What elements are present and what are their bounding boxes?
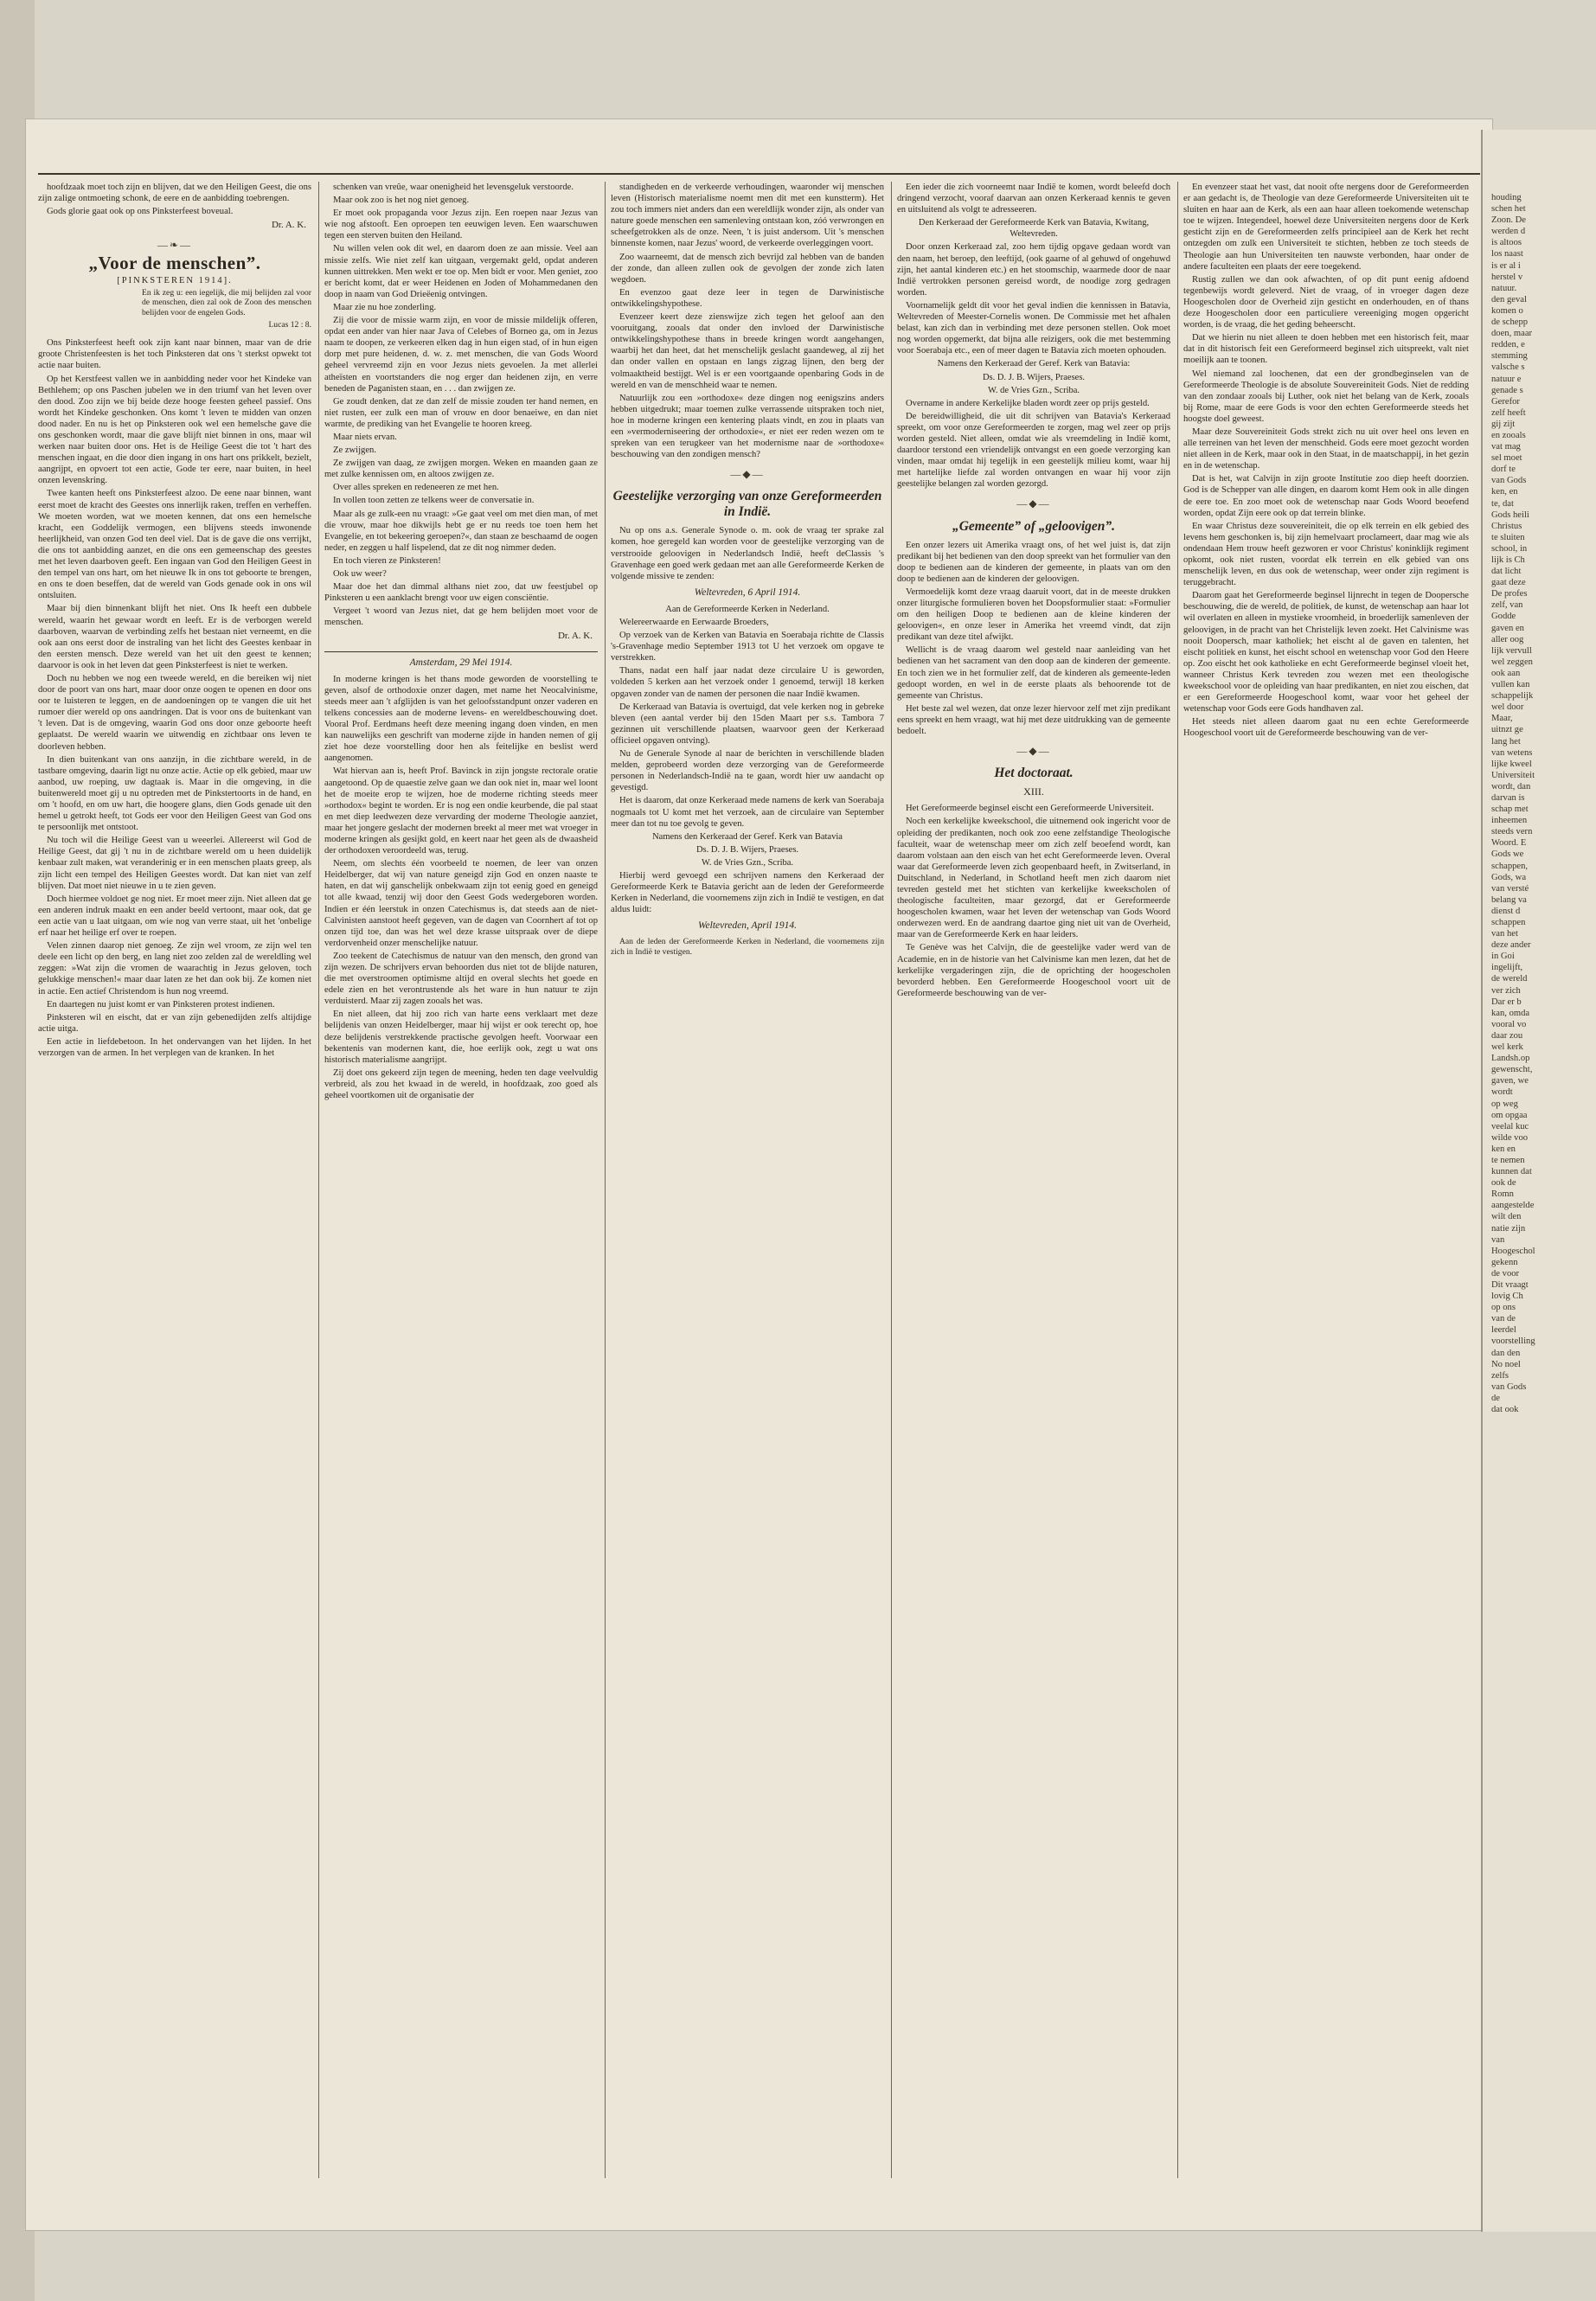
body-paragraph: Evenzeer keert deze zienswijze zich tegen het geloof aan den vooruitgang, zooals dat onder den invloed der Darwinistische ontwikkelingshypothese thans in breede kringen wordt aangehangen, waarbij het dan heet, dat het menschelijk geslacht gaandeweg, al zij het dan onder vallen en opstaan en langs zigzag lijnen, den berg der volmaaktheid bestijgt. Wel is er een voortgaande openbaring Gods in de wereld en van de menschheid waar te nemen. bbox=[611, 312, 884, 390]
body-paragraph: Wat hiervan aan is, heeft Prof. Bavinck in zijn jongste rectorale oratie aangetoond. Op de quaestie zelve gaan we dan ook niet in, maar wel loont het de moeite erop te wijzen, hoe de moderne richting steeds meer »orthodox« begint te worden. Er is nog een ondie keurbende, die pal staat en met diep leedwezen deze vervarding der moderne Theologie aanziet, maar het jongere geslacht der modernen breekt al meer met wat vroeger in moderne kringen als gesijkt gold, en keert naar het geen als de dwaasheid der orthodoxen veroordeeld was, terug. bbox=[324, 766, 598, 856]
body-paragraph: Het steeds niet alleen daarom gaat nu een echte Gereformeerde Hoogeschool voort uit de Gereformeerde beschouwing van de ver- bbox=[1183, 717, 1469, 739]
body-paragraph: Maar ook zoo is het nog niet genoeg. bbox=[333, 195, 470, 206]
column-4 bbox=[897, 182, 1170, 2178]
address-line: Aan de leden der Gereformeerde Kerken in Nederland, die voornemens zijn zich in Indië te vestigen. bbox=[611, 937, 884, 958]
adjacent-page-line: om opgaa bbox=[1491, 1110, 1528, 1120]
body-paragraph: Doch hiermee voldoet ge nog niet. Er moet meer zijn. Niet alleen dat ge een anderen indruk maakt en een ander beeld vertoont, maar ook, dat ge een actie van u laat uitgaan, om wie nog van verre staat, uit het 'onbelige erf naar het heilige erf over te roepen. bbox=[38, 894, 311, 939]
adjacent-page-line: wel kerk bbox=[1491, 1042, 1523, 1053]
adjacent-page-line: ken en bbox=[1491, 1144, 1516, 1154]
adjacent-page-line: deze ander bbox=[1491, 940, 1531, 951]
body-paragraph: Vermoedelijk komt deze vraag daaruit voort, dat in de meeste drukken onzer liturgische formulieren boven het Doopsformulier staat: »Formulier om den heiligen Doop te bedienen aan de kleine kinderen der geloovigen«, en onze leser in Amerika het vreemd vindt, dat zijn predikant van deze titel afwijkt. bbox=[897, 586, 1170, 643]
signature-line: W. de Vries Gzn., Scriba. bbox=[701, 857, 794, 868]
body-paragraph: Maar doe het dan dimmal althans niet zoo, dat uw feestjubel op Pinksteren u een aanklacht brengt voor uw eigen consciëntie. bbox=[324, 582, 598, 604]
body-paragraph: Er moet ook propaganda voor Jezus zijn. Een roepen naar Jezus van wie nog afstooft. Een oproepen ten eeuwigen leven. Een waarschuwen tegen een sterven buiten den Heiland. bbox=[324, 208, 598, 241]
adjacent-page-line: voorstelling bbox=[1491, 1336, 1535, 1347]
adjacent-page-line: wel door bbox=[1491, 702, 1524, 713]
body-paragraph: Maar deze Souvereiniteit Gods strekt zich nu uit over heel ons leven en alle terreinen van het leven der menschheid. Gods eere moet gezocht worden niet alleen in de Kerk, maar ook in den Staat, in de maatschappij, in het gezin en in de wetenschap. bbox=[1183, 426, 1469, 471]
address-line: Den Kerkeraad der Gereformeerde Kerk van Batavia, Kwitang, Weltevreden. bbox=[918, 218, 1150, 240]
column-5 bbox=[1183, 182, 1469, 2178]
section-numeral: XIII. bbox=[1023, 785, 1044, 798]
adjacent-page-line: No noel bbox=[1491, 1359, 1521, 1369]
body-paragraph: Rustig zullen we dan ook afwachten, of op dit punt eenig afdoend tegenbewijs wordt geleverd. Niet de vraag, of in vroeger dagen deze Hoogescholen door de Overheid zijn gesticht en onderhouden, en of thans deze Hoogescholen door een particuliere vereeniging mogen opgericht worden, is de vraag, die het geding beheerscht. bbox=[1183, 274, 1469, 330]
body-paragraph: Dat is het, wat Calvijn in zijn groote Institutie zoo diep heeft doorzien. God is de Schepper van alle dingen, en daarom komt Hem ook in alle dingen de eere toe. En zoo moet ook de wetenschap naar Gods Woord beoefend worden, opdat Zijn eere ook op dat terrein blinke. bbox=[1183, 474, 1469, 518]
adjacent-page-line: te sluiten bbox=[1491, 532, 1525, 542]
adjacent-page-line: zelf heeft bbox=[1491, 407, 1526, 418]
adjacent-page-line: den geval bbox=[1491, 294, 1527, 304]
adjacent-page-line: Hoogeschol bbox=[1491, 1246, 1535, 1256]
dateline: Weltevreden, 6 April 1914. bbox=[694, 586, 801, 598]
adjacent-page-line: aangestelde bbox=[1491, 1201, 1535, 1211]
adjacent-page-line: van Gods bbox=[1491, 476, 1527, 486]
signature-line: Ds. D. J. B. Wijers, Praeses. bbox=[982, 372, 1086, 382]
body-paragraph: Maar als ge zulk-een nu vraagt: »Ge gaat veel om met dien man, of met die vrouw, maar hoe dikwijls hebt ge er nu reeds toe toen hem het Evangelie, en tot bekeering geroepen?«, dan staan ze beschaamd de oogen neder, en zeggen u half lispelend, dat ze dit nog nimmer deden. bbox=[324, 509, 598, 553]
adjacent-page-line: Godde bbox=[1491, 612, 1516, 622]
adjacent-page-fragment bbox=[1481, 130, 1596, 2232]
adjacent-page-line: los naast bbox=[1491, 249, 1523, 260]
adjacent-page-line: kunnen dat bbox=[1491, 1167, 1532, 1177]
body-paragraph: Hierbij werd gevoegd een schrijven namens den Kerkeraad der Gereformeerde Kerk te Batavia gericht aan de leden der Gereformeerde Kerken in Nederland, die voornemens zijn zich in Indië te vestigen, en dat aldus luidt: bbox=[611, 870, 884, 915]
body-paragraph: En daartegen nu juist komt er van Pinksteren protest indienen. bbox=[47, 999, 275, 1009]
adjacent-page-line: Landsh.op bbox=[1491, 1054, 1530, 1064]
body-paragraph: De Kerkeraad van Batavia is overtuigd, dat vele kerken nog in gebreke bleven (een aantal verder bij den 15den Maart per s.s. Tambora 7 gezinnen uit verschillende plaatsen, waarvoor geen der Kerkeraad officieel opgaven ontving). bbox=[611, 702, 884, 746]
body-paragraph: Pinksteren wil en eischt, dat er van zijn gebenedijden zelfs altijdige actie uitga. bbox=[38, 1012, 311, 1034]
body-paragraph: Vergeet 't woord van Jezus niet, dat ge hem belijden moet voor de menschen. bbox=[324, 606, 598, 628]
adjacent-page-line: gaat deze bbox=[1491, 578, 1526, 588]
body-paragraph: Zij doet ons gekeerd zijn tegen de meening, heden ten dage veelvuldig verbreid, als zou het kwaad in de wereld, in hoofdzaak, zoo goed als geheel voortkomen uit de organisatie der bbox=[324, 1067, 598, 1101]
body-paragraph: Nu willen velen ook dit wel, en daarom doen ze aan missie. Veel aan missie zelfs. Wie niet zelf kan uitgaan, vergemakt geld, opdat anderen kunnen uittrekken. Men wekt er toe op. Men bidt er voor. Men geniet, zoo er bericht komt, dat er weer Heidenen en Joden of Mohammedanen den doop in naam van God Drieëenig ontvingen. bbox=[324, 244, 598, 299]
adjacent-page-line: stemming bbox=[1491, 351, 1528, 362]
body-paragraph: Zoo waarneemt, dat de mensch zich bevrijd zal hebben van de banden der zonde, dan alleen zullen ook de gevolgen der zonde zich laten wegdoen. bbox=[611, 252, 884, 285]
article-title: „Voor de menschen”. bbox=[88, 253, 261, 274]
body-paragraph: Ze zwijgen. bbox=[333, 445, 377, 456]
adjacent-page-line: doen, maar bbox=[1491, 329, 1533, 339]
body-paragraph: Over alles spreken en redeneeren ze met hen. bbox=[333, 483, 499, 493]
body-paragraph: In moderne kringen is het thans mode geworden de voorstelling te geven, alsof de orthodoxie onzer dagen, met name het Neocalvinisme, steeds meer aan 't afglijden is van het geloofsstandpunt onzer vaderen en telkens concessies aan de moderne levens- en wereldbeschouwing doet. Vooral Prof. Eerdmans heeft deze meening ingang doen vinden, en men kan nauwelijks een geschrift van moderne zijde in handen nemen of gij ziet hoe deze voorstelling door hen als feitelijke en beslist werd aangenomen. bbox=[324, 674, 598, 764]
header-rule bbox=[38, 173, 1480, 175]
adjacent-page-line: Gods we bbox=[1491, 849, 1524, 860]
adjacent-page-line: Maar, bbox=[1491, 714, 1513, 724]
body-paragraph: Een onzer lezers uit Amerika vraagt ons, of het wel juist is, dat zijn predikant bij het bedienen van den doop spreekt van het formulier van den doop te bedienen aan de kinderen der gemeente, in plaats van om den doop te bedienen aan de kinderen der geloovigen. bbox=[897, 540, 1170, 584]
adjacent-page-line: kan, omda bbox=[1491, 1008, 1530, 1018]
ornament-divider: —◆— bbox=[1016, 745, 1051, 758]
adjacent-page-line: school, in bbox=[1491, 543, 1528, 554]
body-paragraph: Maar bij dien binnenkant blijft het niet. Ons Ik heeft een dubbele wereld, waarin het gewaar wordt en leeft. Er is de verborgen wereld daarboven, waarvan de verbinding zelfs het bestaan niet verneemt, en die ook aan ons eerst door de instraling van het licht des Geestes kenbaar in den eersten mensch. Deze wereld van het uit den geest te kennen; daarvoor is ook in het leven dat geen Pinksterfeest is niet te werken. bbox=[38, 604, 311, 670]
section-heading: Het doctoraat. bbox=[994, 766, 1074, 781]
adjacent-page-line: valsche s bbox=[1491, 362, 1525, 373]
adjacent-page-line: daar zou bbox=[1491, 1030, 1523, 1041]
column-separator bbox=[891, 182, 892, 2178]
body-paragraph: Te Genève was het Calvijn, die de geestelijke vader werd van de Academie, en in de historie van het Calvinisme kan men lezen, dat het de kerkelijke vergaderingen zijn, die de oprichting der hoogescholen bevorderd hebben. Een Gereformeerde Hoogeschool voort uit de Gereformeerde beschouwing van de ver- bbox=[897, 943, 1170, 998]
column-separator bbox=[605, 182, 606, 2178]
body-paragraph: Voornamelijk geldt dit voor het geval indien die kennissen in Batavia, Weltevreden of Meester-Cornelis wonen. De Commissie met het afhalen belast, kan zich dan in verbinding met deze personen stellen. Ook moet nog worden opgemerkt, dat bijna alle reizigers, ook die met bestemming voor Soerabaja etc., een of meer dagen te Batavia zich moeten ophouden. bbox=[897, 300, 1170, 356]
adjacent-page-line: uitnzt ge bbox=[1491, 725, 1523, 735]
body-paragraph: Wellicht is de vraag daarom wel gesteld naar aanleiding van het bedienen van het sacrament van den doop aan de kinderen der gemeente. En toch zien we in het formulier zelf, dat de kinderen als gemeente-leden gedoopt worden, en wel in de eerste plaats als behoorende tot de gemeente van Christus. bbox=[897, 645, 1170, 701]
body-paragraph: En waar Christus deze souvereiniteit, die op elk terrein en elk gebied des levens hem geschonken is, bij zijn hemelvaart proclameert, daar mag wie als ondendaan Hem trouw heeft gezworen er voor Christus' koninklijk regiment opkomt, ook niet rusten, voordat elk terrein en elk gebied van ons menschelijk leven, en dus ook de wetenschap, weer onder zijn regiment is teruggebracht. bbox=[1183, 521, 1469, 588]
dateline: Weltevreden, April 1914. bbox=[698, 920, 797, 932]
body-paragraph: Nu op ons a.s. Generale Synode o. m. ook de vraag ter sprake zal komen, hoe geregeld kan worden voor de geestelijke verzorging van de verstrooide geloovigen in Nederlandsch Indië, heeft deClassis 's Gravenhage een goed werk gedaan met aan alle Gereformeerde Kerken de volgende missive te zenden: bbox=[611, 526, 884, 581]
adjacent-page-line: genade s bbox=[1491, 385, 1523, 395]
adjacent-page-line: vooral vo bbox=[1491, 1019, 1527, 1029]
adjacent-page-line: van bbox=[1491, 1234, 1505, 1245]
adjacent-page-line: van versté bbox=[1491, 883, 1529, 894]
body-paragraph: Welereerwaarde en Eerwaarde Broeders, bbox=[619, 618, 769, 627]
body-paragraph: Ge zoudt denken, dat ze dan zelf de missie zouden ter hand nemen, en niet rusten, eer zulk een man of vrouw en door benaeiwe, en dan niet warmte, de prediking van het Evangelie te hooren kreeg. bbox=[324, 396, 598, 429]
section-heading: Geestelijke verzorging van onze Gereformeerden in Indië. bbox=[612, 489, 882, 520]
body-paragraph: En toch vieren ze Pinksteren! bbox=[333, 555, 441, 566]
adjacent-page-line: dan den bbox=[1491, 1348, 1521, 1358]
adjacent-page-line: dat licht bbox=[1491, 567, 1522, 577]
adjacent-page-line: gaven en bbox=[1491, 623, 1524, 633]
body-paragraph: Het Gereformeerde beginsel eischt een Gereformeerde Universiteit. bbox=[906, 804, 1154, 814]
adjacent-page-line: natuur. bbox=[1491, 283, 1517, 293]
body-paragraph: Het is daarom, dat onze Kerkeraad mede namens de kerk van Soerabaja nogmaals tot U komt met het verzoek, aan de circulaire van September meer dan tot nu toe gevolg te geven. bbox=[611, 796, 884, 829]
adjacent-page-line: darvan is bbox=[1491, 792, 1525, 803]
adjacent-page-line: schappen, bbox=[1491, 861, 1529, 871]
body-paragraph: Ook uw weer? bbox=[333, 569, 387, 579]
adjacent-page-column bbox=[1491, 192, 1595, 2180]
adjacent-page-line: steeds vern bbox=[1491, 827, 1533, 837]
adjacent-page-line: leerdel bbox=[1491, 1325, 1516, 1336]
section-rule bbox=[324, 651, 598, 652]
adjacent-page-line: vullen kan bbox=[1491, 680, 1530, 690]
adjacent-page-line: de voor bbox=[1491, 1268, 1520, 1279]
adjacent-page-line: werden d bbox=[1491, 227, 1526, 237]
body-paragraph: Noch een kerkelijke kweekschool, die uitnemend ook ingericht voor de opleiding der predikanten, noch ook zoo eene zelfstandige Theologische faculteit, waar de wetenschap meer om zich zelf beoefend wordt, kan daarom volstaan aan den eisch van het echt Gereformeerde leven. Overal waar dat Gereformeerde leven zich geopenbaard heeft, in Zwitserland, in Duitschland, in Nederland, in Schotland heeft men zich daarom niet tevreden gesteld met het stichten van kerkelijke kweekscholen of theologische faculteiten, maar gezorgd, dat er Gereformeerde hoogescholen kwamen, waar het leven der wetenschap van Gods Woord onderwezen werd. En de aandrang daartoe ging niet uit van de Overheid, maar van de Gereformeerde Kerk en haar leiders. bbox=[897, 817, 1170, 940]
body-paragraph: En evenzoo gaat deze leer in tegen de Darwinistische ontwikkelingshypothese. bbox=[611, 287, 884, 309]
adjacent-page-line: van de bbox=[1491, 1314, 1516, 1324]
adjacent-page-line: sel moet bbox=[1491, 453, 1522, 464]
body-paragraph: Nu toch wil die Heilige Geest van u weeerlei. Allereerst wil God de Heilige Geest, dat gij 't nu in de zichtbare wereld om u heen duidelijk kenbaar zult maken, wat veranderinig er in een menschen plaats greep, als zijn licht een tempel des Heiligen Geestes wordt. Dat kan niet van zelf blijven. Dat moet niet nieuwe in u te zien geven. bbox=[38, 836, 311, 891]
column-3 bbox=[611, 182, 884, 2178]
body-paragraph: Door onzen Kerkeraad zal, zoo hem tijdig opgave gedaan wordt van den naam, het beroep, den leeftijd, (ook gaarne of al gehuwd of ongehuwd zijn, het aantal kinderen etc.) en het stoomschip, waarmede door de naar Indië vertrokken personen gereisd wordt, de noodige zorg gedragen worden. bbox=[897, 242, 1170, 298]
body-paragraph: Overname in andere Kerkelijke bladen wordt zeer op prijs gesteld. bbox=[906, 398, 1150, 408]
body-paragraph: Het beste zal wel wezen, dat onze lezer hiervoor zelf met zijn predikant eens spreekt en hem vraagt, wat hij met deze uitdrukking van de gemeente bedoelt. bbox=[897, 703, 1170, 737]
signature-line: Namens den Kerkeraad der Geref. Kerk van Batavia bbox=[652, 831, 843, 842]
intro-paragraph: Gods glorie gaat ook op ons Pinksterfeest boveual. bbox=[47, 207, 234, 217]
adjacent-page-line: Dit vraagt bbox=[1491, 1280, 1529, 1290]
adjacent-page-line: in Goi bbox=[1491, 952, 1515, 962]
newspaper-page bbox=[26, 119, 1492, 2230]
column-1 bbox=[38, 182, 311, 2178]
adjacent-page-line: Dar er b bbox=[1491, 997, 1522, 1007]
body-paragraph: Een ieder die zich voorneemt naar Indië te komen, wordt beleefd doch dringend verzocht, vooraf daarvan aan onzen Kerkeraad kennis te geven en uitsluitend als volgt te adresseeren. bbox=[897, 183, 1170, 215]
adjacent-page-line: De profes bbox=[1491, 589, 1528, 599]
signature-line: Ds. D. J. B. Wijers, Praeses. bbox=[695, 844, 799, 855]
adjacent-page-line: en zooals bbox=[1491, 430, 1526, 440]
adjacent-page-line: de bbox=[1491, 1393, 1500, 1403]
body-paragraph: Ons Pinksterfeest heeft ook zijn kant naar binnen, maar van de drie groote Christenfeesten is het toch Pinksteren dat ons 't sterkst opwekt tot actie naar buiten. bbox=[38, 338, 311, 371]
adjacent-page-line: schappen bbox=[1491, 918, 1526, 927]
adjacent-page-line: schappelijk bbox=[1491, 691, 1534, 702]
adjacent-page-line: houding bbox=[1491, 193, 1522, 202]
adjacent-page-line: zelfs bbox=[1491, 1370, 1509, 1381]
body-paragraph: Neem, om slechts één voorbeeld te noemen, de leer van onzen Heidelberger, dat wij van nature geneigd zijn God en onzen naaste te haten, en dat wij ganschelijk onbekwaam zijn tot eenig goed en geneigd tot alle kwaad, tenzij wij door den Geest Gods wedergeboren worden. Indien er één leerstuk in onzen Catechismus is, dat steeds aan de niet-Calvinisten aanstoot heeft gegeven, van de dagen van Coornhert af tot op onzen tijd toe, dan was het wel deze krasse uitspraak over de diepe verdorvenheid onzer menschelijke natuur. bbox=[324, 859, 598, 948]
ornament-divider: —◆— bbox=[730, 468, 765, 481]
adjacent-page-line: herstel v bbox=[1491, 272, 1523, 282]
adjacent-page-line: de wereld bbox=[1491, 974, 1528, 984]
body-paragraph: De bereidwilligheid, die uit dit schrijven van Batavia's Kerkeraad spreekt, om voor onze Gereformeerden te zorgen, mag wel zeer op prijs worden gesteld. Niet alleen, omdat wie als vreemdeling in Indië komt, daardoor terstond een vriendelijk ontvangst en een goede verzorging kan vinden, maar omdat hij tegelijk in een geestelijk milieu komt, waar hij met hartelijke liefde zal worden ontvangen en waar hij voor zijn geestelijke belangen zal worden gezorgd. bbox=[897, 411, 1170, 490]
body-paragraph: Maar niets ervan. bbox=[333, 432, 397, 442]
column-separator bbox=[1177, 182, 1178, 2178]
adjacent-page-line: op ons bbox=[1491, 1303, 1516, 1313]
body-paragraph: Velen zinnen daarop niet genoeg. Ze zijn wel vroom, ze zijn wel ten deele een licht op den berg, en lang niet zoo zelden zal de wereldling wel zeggen: »Wat zijn die vromen de waarachtig in Jezus geloven, toch gelukkige menschen!« maar daar laten ze het dan ook bij. Ze komen niet in actie. Een actief Christendom is hun nog vreemd. bbox=[38, 941, 311, 997]
epigraph: En ik zeg u: een iegelijk, die mij belijden zal voor de menschen, dien zal ook de Zoon des menschen belijden voor de engelen Gods. bbox=[142, 287, 311, 317]
article-subtitle: [PINKSTEREN 1914]. bbox=[117, 275, 233, 285]
adjacent-page-line: dienst d bbox=[1491, 906, 1521, 916]
adjacent-page-line: ingelijft, bbox=[1491, 963, 1523, 973]
adjacent-page-line: natuur e bbox=[1491, 374, 1522, 384]
adjacent-page-line: Gods, wa bbox=[1491, 872, 1527, 882]
adjacent-page-line: komen o bbox=[1491, 305, 1523, 316]
adjacent-page-line: te, dat bbox=[1491, 498, 1514, 509]
adjacent-page-line: wordt bbox=[1491, 1087, 1513, 1098]
adjacent-page-line: zelf, van bbox=[1491, 600, 1523, 611]
adjacent-page-line: gekenn bbox=[1491, 1257, 1518, 1267]
adjacent-page-line: gaven, we bbox=[1491, 1076, 1529, 1086]
body-paragraph: In vollen toon zetten ze telkens weer de conversatie in. bbox=[333, 496, 535, 506]
body-paragraph: Daarom gaat het Gereformeerde beginsel lijnrecht in tegen de Doopersche beschouwing, die de wereld, de politiek, de kunst, de wetenschap aan haar lot wil overlaten en alleen in mystieke vroomheid, in broederlijk samenleven der geloovigen, in de pracht van het Christelijk leven zoekt. Het Calvinisme was nooit Doopersch, maar katholiek; het eischt al de gaven en talenten, het eischt politiek en kunst, het eischt school en wetenschap voor God den Heere op. Zoo eischt het ook katholieke en echt Gereformeerde beginsel vloeit het, wanneer Christus Kerk tevreden zou wezen met een theologische kweekschool voor de opleiding van haar predikanten, en niet zou eischen, dat er een Gereformeerde Hoogeschool komt, waar voor het geheel der wetenschap voor Gods eere Gods handhaven zal. bbox=[1183, 591, 1469, 715]
adjacent-page-line: ook aan bbox=[1491, 668, 1521, 678]
body-paragraph: standigheden en de verkeerde verhoudingen, waaronder wij menschen leven (Historisch materialisme noemt men dit met een kunstterm). Het zou toch immers niet anders dan een wereldlijk wonder zijn, als onder van nature goede menschen een samenleving ontstaan kon, zóó verwrongen en scheefgetrokken als de onze. Neen, 't is juist andersom. Uit 's menschen binnenste komen, naar Jezus' woord, de verkeerde overleggingen voort. bbox=[611, 183, 884, 249]
epigraph-reference: Lucas 12 : 8. bbox=[268, 320, 311, 330]
body-paragraph: En evenzeer staat het vast, dat nooit ofte nergens door de Gereformeerden er aan gedacht is, de Theologie van deze Gereformeerde Universiteiten uit te sluiten en haar aan de Kerk, als een aan haar alleen toekomende wetenschap toe te wijzen. Integendeel, hoewel deze Universiteiten nergens door de Kerk gesticht zijn en de Gereformeerden zelfs principieel aan de Kerk het recht ontzegden om zulk een Universiteit te stichten, hebben ze toch steeds de Theologie aan hun Universiteiten ten nauwste verbonden, haar onder de andere faculteiten een plaats der eere toegekend. bbox=[1183, 183, 1469, 272]
body-paragraph: Nu de Generale Synode al naar de berichten in verschillende bladen melden, geprobeerd worden deze verzorging van de Gereformeerde personen in Nederlandsch-Indië na te gaan, wordt hier uw aandacht op gevestigd. bbox=[611, 749, 884, 793]
adjacent-page-line: ver zich bbox=[1491, 985, 1521, 996]
adjacent-page-line: inheemen bbox=[1491, 816, 1528, 826]
adjacent-page-line: is er al i bbox=[1491, 260, 1521, 271]
signature: Dr. A. K. bbox=[557, 631, 593, 642]
body-paragraph: En niet alleen, dat hij zoo rich van harte eens verklaart met deze belijdenis van onzen Heidelberger, maar hij wijst er ook terecht op, hoe deze belijdenis verstrekkende practische gevolgen heeft. Voorwaar een bekentenis van modernen kant, die, hoe eerlijk ook, zegt u wat ons historisch materialisme aangrijpt. bbox=[324, 1009, 598, 1065]
adjacent-page-line: lovig Ch bbox=[1491, 1292, 1523, 1302]
adjacent-page-line: te nemen bbox=[1491, 1155, 1525, 1165]
signature: Dr. A. K. bbox=[271, 220, 306, 231]
adjacent-page-line: lijk is Ch bbox=[1491, 555, 1525, 565]
adjacent-page-line: wordt, dan bbox=[1491, 781, 1531, 792]
body-paragraph: Zij die voor de missie warm zijn, en voor de missie mildelijk offeren, opdat een ander van hier naar Java of Celebes of Borneo ga, om in Jezus naam te doopen, ze verkeeren elken dag in hun eigen stad, of in hun eigen dorp met pure heidenen, d. w. z. met menschen, die van Gods Woord geheel vervreemd zijn en voor Jezus niets gevoelen. Ja met allerlei atheïsten en voortstanders die nog erger dan heidenen zijn, en verre beneden de Paganisten staan, en . . . dan zwijgen ze. bbox=[324, 316, 598, 394]
adjacent-page-line: wilde voo bbox=[1491, 1132, 1529, 1143]
adjacent-page-line: vat mag bbox=[1491, 442, 1521, 452]
adjacent-page-line: wilt den bbox=[1491, 1212, 1522, 1222]
body-paragraph: Ze zwijgen van daag, ze zwijgen morgen. Weken en maanden gaan ze met zulke kennissen om, en altoos zwijgen ze. bbox=[324, 458, 598, 480]
adjacent-page-line: ook de bbox=[1491, 1178, 1516, 1189]
body-paragraph: In dien buitenkant van ons aanzijn, in die zichtbare wereld, in de tastbare omgeving, daarin ligt nu onze actie. Actie op elk gebied, maar uw aanbod, uw roeping, uw dagtaak is. Maar in die omgeving, in die buitenwereld moet gij u nu optreden met de Pinkstertoorts in de hand, en om 't hoofd, en om uw hart, die hoogere glans, dien Gods genade uit den hemel u getrokt heeft, tot Gods eer voor den Heiligen Geest van God ons te persoonlijk met ontstoot. bbox=[38, 754, 311, 833]
intro-paragraph: hoofdzaak moet toch zijn en blijven, dat we den Heiligen Geest, die ons zijn zalige ontmoeting schonk, de eere en de aanbidding toebrengen. bbox=[38, 183, 311, 204]
adjacent-page-line: lijke kweel bbox=[1491, 759, 1532, 769]
body-paragraph: Twee kanten heeft ons Pinksterfeest alzoo. De eene naar binnen, want eerst moet de kracht des Geestes ons innerlijk raken, treffen en verheffen. We moeten worden, wat we moeten kennen, dat ons een hemelsche kracht, een Goddelijk vermogen, een blijvens steeds inwonende heerlijkheid, van onzen God ten deel viel. Dat is de gave die ons verrijkt, die ons tot aanbidding aanzet, en die ons een gemeenschap des geestes met het leven daarboven geeft. Een ingaan van God den Heiligen Geest in den tempel van ons hart, om het nieuwe Ik in ons tot geboorte te brengen, en ons te doen beseffen, dat de wereld van Gods genade ook in ons wil ontsluiten. bbox=[38, 489, 311, 601]
body-paragraph: Natuurlijk zou een »orthodoxe« deze dingen nog eenigszins anders hebben uitgedrukt; maar toemen zulke verrassende uitspraken toch niet, hoe in moderne kringen een kentering plaats vindt, en zou in plaats van een »vermoderniseering der orthodoxie«, er niet eer reden wezen om te spreken van een terugkeer van het modernisme naar de »orthodoxe« beschouwing van den zondigen mensch? bbox=[611, 393, 884, 460]
adjacent-page-line: aller oog bbox=[1491, 634, 1524, 644]
body-paragraph: Dat we hierin nu niet alleen te doen hebben met een historisch feit, maar dat in dit historisch feit een Gereformeerd beginsel zich uitspreekt, valt niet moeilijk aan te toonen. bbox=[1183, 333, 1469, 366]
body-paragraph: Op verzoek van de Kerken van Batavia en Soerabaja richtte de Classis 's-Gravenhage medio September 1913 tot U het verzoek om opgave te verstrekken. bbox=[611, 631, 884, 663]
section-heading: „Gemeente” of „geloovigen”. bbox=[952, 518, 1116, 534]
adjacent-page-line: van wetens bbox=[1491, 747, 1533, 758]
adjacent-page-line: gewenscht, bbox=[1491, 1065, 1533, 1075]
adjacent-page-line: redden, e bbox=[1491, 340, 1525, 350]
adjacent-page-line: is altoos bbox=[1491, 238, 1522, 248]
adjacent-page-line: lijk vervull bbox=[1491, 645, 1532, 656]
adjacent-page-line: schen het bbox=[1491, 204, 1526, 215]
signature-line: Namens den Kerkeraad der Geref. Kerk van Batavia: bbox=[937, 359, 1131, 369]
adjacent-page-line: de schepp bbox=[1491, 317, 1529, 328]
body-paragraph: Wel niemand zal loochenen, dat een der grondbeginselen van de Gereformeerde Theologie is de absolute Souvereiniteit Gods. Niet de redding van den zondaar zooals bij Luther, ook niet het belang van de Kerk, zooals bij Rome, maar de eere Gods is voor den echten Gereformeerde steeds het hoogste doel geweest. bbox=[1183, 369, 1469, 424]
column-2 bbox=[324, 182, 598, 2178]
adjacent-page-line: Woord. E bbox=[1491, 838, 1527, 849]
dateline: Amsterdam, 29 Mei 1914. bbox=[409, 657, 513, 668]
column-separator bbox=[318, 182, 319, 2178]
body-paragraph: Op het Kerstfeest vallen we in aanbidding neder voor het Kindeke van Bethlehem; op ons Paschen jubelen we in den triumf van het leven over den dood. Zoo zijn we bij beide deze hooge feesten geheel passief. Ons wordt het Kindeke geschonken. Ons komt 't leven te midden van onzen dood nader. En nu is het op Pinksteren ook wel een hemelsche gave die ons geschonken wordt, maar die gave blijft niet binnen in ons, maar wil werken naar buiten door ons. Het is de Heilige Geest die tot 't hart des menschen ingaat, en die door dien ingang in ons hart ons prikkelt, bezielt, aangrijpt, en opvoert tot een actie, Gode ter eere, naar buiten, in heel onzen levenskring. bbox=[38, 374, 311, 486]
adjacent-page-line: Romn bbox=[1491, 1189, 1514, 1200]
adjacent-page-line: Christus bbox=[1491, 521, 1522, 531]
adjacent-page-line: schap met bbox=[1491, 804, 1529, 815]
body-paragraph: Maar zie nu hoe zonderling. bbox=[333, 302, 437, 312]
adjacent-page-line: Universiteit bbox=[1491, 770, 1535, 780]
adjacent-page-line: dat ook bbox=[1491, 1405, 1519, 1415]
adjacent-page-line: gij zijt bbox=[1491, 419, 1516, 429]
adjacent-page-line: Gods heili bbox=[1491, 510, 1529, 520]
body-paragraph: Zoo teekent de Catechismus de natuur van den mensch, den grond van zijn wezen. De schrijvers ervan behoorden dus niet tot de blijde naturen, die met overstroomen optimisme altijd en overal slechts het goede en edele zien en het verontrustende als het ware in hun natuur te zijn verduisterd. Maar zij zagen zooals het was. bbox=[324, 951, 598, 1007]
adjacent-page-line: van het bbox=[1491, 929, 1518, 939]
body-paragraph: Doch nu hebben we nog een tweede wereld, en die bereiken wij niet door de poort van ons hart, maar door onze oogen te openen en door ons oor te luisteren te leggen, en de aandoeningen op te vangen die uit het rumoer dier wereld op ons aandringen. Dat is voor ons de buitenkant van 't leven. Dat is de omgeving, waarin God ons door onze geboorte heeft geplaatst. De wereld waarin we uitwendig en zichtbaar ons leven te doorleven hebben. bbox=[38, 673, 311, 752]
adjacent-page-line: Gerefor bbox=[1491, 396, 1520, 407]
adjacent-page-line: Zoon. De bbox=[1491, 215, 1527, 226]
adjacent-page-line: natie zijn bbox=[1491, 1223, 1526, 1234]
adjacent-page-line: lang het bbox=[1491, 736, 1521, 747]
body-paragraph: Een actie in liefdebetoon. In het ondervangen van het lijden. In het verzorgen van de armen. In het verplegen van de kranken. In het bbox=[38, 1036, 311, 1058]
ornament-divider: —◆— bbox=[1016, 497, 1051, 510]
adjacent-page-line: belang va bbox=[1491, 894, 1527, 905]
body-paragraph: Thans, nadat een half jaar nadat deze circulaire U is geworden, voldeden 5 kerken aan het verzoek onder 1 genoemd, terwijl 18 kerken opgaven zonder van de namen der personen die naar Indië kwamen. bbox=[611, 666, 884, 699]
adjacent-page-line: veelal kuc bbox=[1491, 1121, 1529, 1131]
adjacent-page-line: ken, en bbox=[1491, 487, 1518, 497]
adjacent-page-line: wel zeggen bbox=[1491, 657, 1533, 667]
adjacent-page-line: van Gods bbox=[1491, 1381, 1527, 1392]
signature-line: W. de Vries Gzn., Scriba. bbox=[987, 385, 1080, 395]
adjacent-page-line: dorf te bbox=[1491, 465, 1516, 475]
ornament-divider: —❧— bbox=[157, 239, 193, 252]
adjacent-page-line: op weg bbox=[1491, 1099, 1518, 1109]
body-paragraph: schenken van vreûe, waar onenigheid het levensgeluk verstoorde. bbox=[333, 183, 574, 192]
address-line: Aan de Gereformeerde Kerken in Nederland. bbox=[665, 604, 830, 614]
